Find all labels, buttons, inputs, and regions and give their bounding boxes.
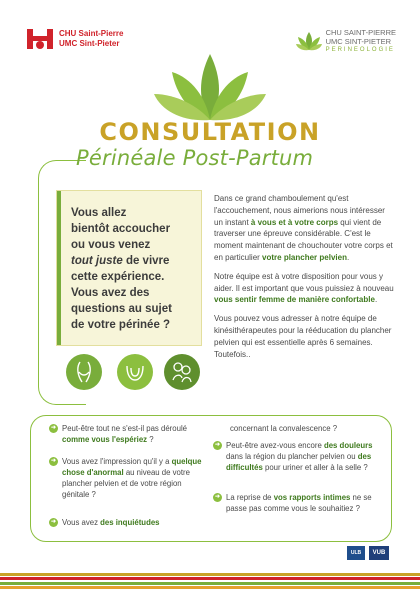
pelvis-icon xyxy=(117,354,153,390)
vub-logo: VUB xyxy=(369,546,389,560)
continuation-text: concernant la convalescence ? xyxy=(230,424,338,433)
logo-right-line-1: CHU SAINT-PIERRE xyxy=(325,28,396,37)
bullet-item: ➜ Peut-être tout ne s'est-il pas déroulé comme vous l'espériez ? xyxy=(50,424,188,444)
intro-paragraph-3: Vous pouvez vous adresser à notre équipe de kinésithérapeutes pour la rééducation du plancher pelvien qui est essentielle après 6 semaines. Toutefois.. xyxy=(214,314,392,359)
ulb-logo: ULB xyxy=(347,546,365,560)
question-text: de vivre xyxy=(122,255,170,267)
bullet-item: ➜ La reprise de vos rapports intimes ne se passe pas comme vous le souhaitiez ? xyxy=(214,493,372,513)
bullet-item: ➜ Vous avez l'impression qu'il y a quelque chose d'anormal au niveau de votre plancher pelvien et de votre région génitale ? xyxy=(50,457,202,499)
intro-text xyxy=(214,193,394,367)
arrow-icon: ➜ xyxy=(214,442,221,448)
title-consultation: CONSULTATION xyxy=(99,118,321,146)
body-icon xyxy=(66,354,102,390)
logo-right-line-3: PERINEOLOGIE xyxy=(325,47,395,53)
logo-right-line-2: UMC SINT-PIETER xyxy=(325,37,391,46)
arrow-icon: ➜ xyxy=(214,494,221,500)
question-line: Vous allez xyxy=(71,207,127,219)
arrow-icon: ➜ xyxy=(50,425,57,431)
question-box-accent xyxy=(57,191,61,345)
logo-line-2: UMC Sint-Pieter xyxy=(59,39,120,48)
chu-logo-icon xyxy=(26,27,54,51)
intro-paragraph-2: Notre équipe est à votre disposition pour vous y aider. Il est important que vous puissiez à nouveau vous sentir femme de manière confortable. xyxy=(214,271,394,305)
couple-icon xyxy=(164,354,200,390)
bullet-item: ➜ Vous avez des inquiétudes xyxy=(50,518,160,527)
question-line: de votre périnée ? xyxy=(71,319,171,331)
question-line: cette expérience. xyxy=(71,271,165,283)
arrow-icon: ➜ xyxy=(50,519,57,525)
question-line: questions au sujet xyxy=(71,303,172,315)
bullet-item: ➜ Peut-être avez-vous encore des douleurs dans la région du plancher pelvien ou des difficultés pour uriner et aller à la selle ? xyxy=(214,441,373,472)
question-line: Vous avez des xyxy=(71,287,150,299)
chu-logo xyxy=(26,27,123,51)
question-box xyxy=(56,190,202,346)
lotus-icon xyxy=(150,50,270,122)
footer-stripes xyxy=(0,573,420,595)
lotus-small-icon xyxy=(296,30,322,52)
arrow-icon: ➜ xyxy=(50,458,57,464)
question-line xyxy=(71,253,197,269)
question-line: ou vous venez xyxy=(71,239,151,251)
title-perineale: Périnéale Post-Partum xyxy=(76,146,314,170)
question-emphasis: tout juste xyxy=(71,255,123,267)
intro-paragraph-1: Dans ce grand chamboulement qu'est l'accouchement, nous aimerions nous intéresser un instant à vous et à votre corps qui vient de traverser une épreuve considérable. C'est le moment maintenant de chouchouter votre corps et en particulier votre plancher pelvien. xyxy=(214,194,393,262)
logo-line-1: CHU Saint-Pierre xyxy=(59,29,124,38)
perineologie-logo xyxy=(296,28,396,55)
question-line: bientôt accoucher xyxy=(71,223,171,235)
